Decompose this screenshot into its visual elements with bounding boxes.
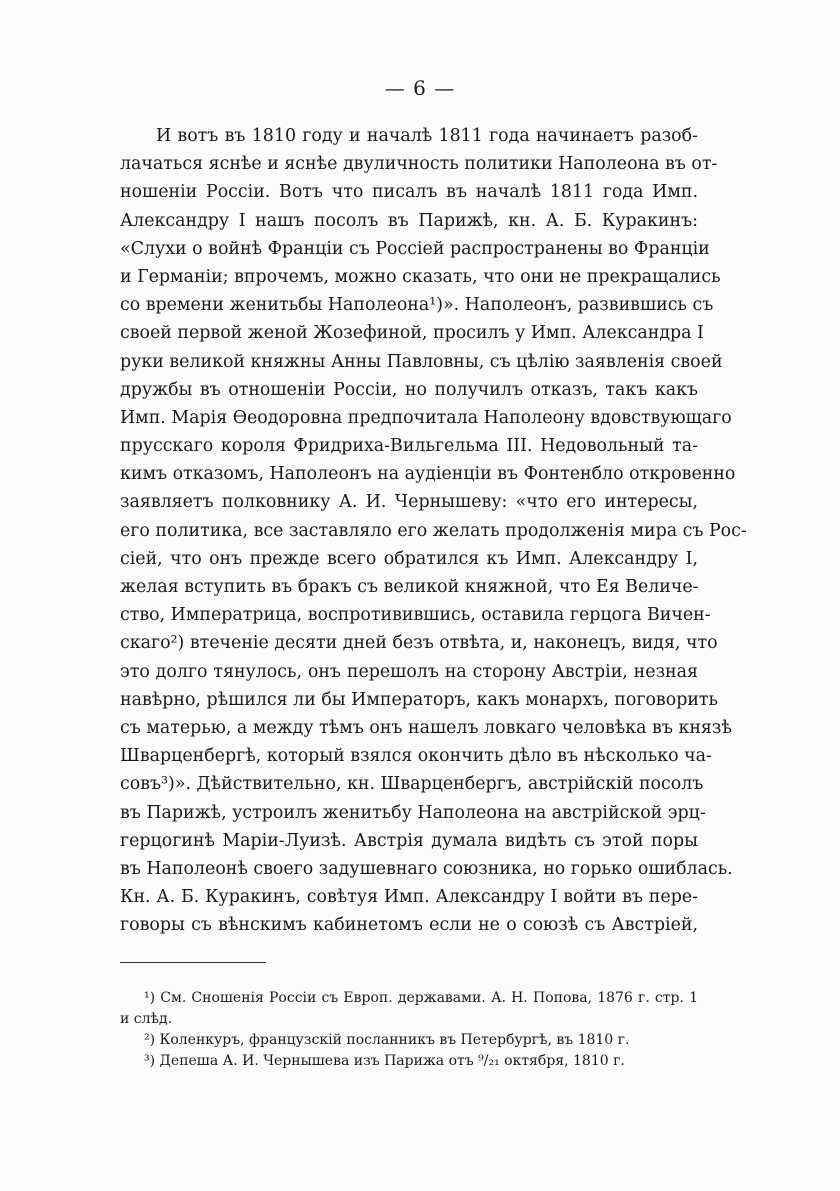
footnote-line: и слѣд.	[120, 1011, 173, 1027]
footnote-line: ¹) См. Сношенія Россіи съ Европ. державами. А. Н. Попова, 1876 г. стр. 1	[144, 990, 698, 1006]
body-text	[120, 122, 747, 939]
text-line: лачаться яснѣе и яснѣе двуличность политики Наполеона въ от-	[120, 154, 718, 175]
text-line: Александру I нашъ посолъ въ Парижѣ, кн. А. Б. Куракинъ:	[120, 210, 698, 231]
footnote-rule	[120, 962, 266, 963]
text-line: совъ³)». Дѣйствительно, кн. Шварценбергъ, австрійскій посолъ	[120, 774, 704, 795]
text-line: И вотъ въ 1810 году и началѣ 1811 года начинаетъ разоб-	[156, 126, 698, 146]
text-line: съ матерью, а между тѣмъ онъ нашелъ ловкаго человѣка въ князѣ	[120, 717, 732, 738]
text-line: Кн. А. Б. Куракинъ, совѣтуя Имп. Александру I войти въ пере-	[120, 887, 698, 908]
text-line: сіей, что онъ прежде всего обратился къ Имп. Александру I,	[120, 548, 698, 569]
text-line: дружбы въ отношеніи Россіи, но получилъ отказъ, такъ какъ	[120, 379, 698, 400]
text-line: Имп. Марія Ѳеодоровна предпочитала Наполеону вдовствующаго	[120, 407, 732, 428]
text-line: своей первой женой Жозефиной, просилъ у Имп. Александра I	[120, 323, 704, 344]
text-line: руки великой княжны Анны Павловны, съ цѣлію заявленія своей	[120, 351, 723, 372]
text-line: прусскаго короля Фридриха-Вильгельма III. Недовольный та-	[120, 436, 698, 457]
text-line: со времени женитьбы Наполеона¹)». Наполеонъ, развившись съ	[120, 295, 714, 316]
text-line: Шварценбергѣ, который взялся окончить дѣло въ нѣсколько ча-	[120, 746, 712, 767]
text-line: и Германіи; впрочемъ, можно сказать, что они не прекращались	[120, 266, 721, 287]
footnotes	[120, 988, 698, 1072]
text-line: скаго²) втеченіе десяти дней безъ отвѣта, и, наконецъ, видя, что	[120, 633, 718, 654]
text-line: желая вступить въ бракъ съ великой княжной, что Ея Величе-	[120, 577, 699, 597]
footnote-line: ³) Депеша А. И. Чернышева изъ Парижа отъ ⁹/₂₁ октября, 1810 г.	[144, 1053, 625, 1069]
text-line: въ Парижѣ, устроилъ женитьбу Наполеона на австрійской эрц-	[120, 802, 706, 823]
text-line: герцогинѣ Маріи-Луизѣ. Австрія думала видѣть съ этой поры	[120, 830, 698, 851]
text-line: «Слухи о войнѣ Франціи съ Россіей распространены во Франціи	[120, 238, 710, 259]
page-number: — 6 —	[384, 76, 456, 100]
footnote-line: ²) Коленкуръ, французскій посланникъ въ Петербургѣ, въ 1810 г.	[144, 1032, 630, 1048]
text-line: навѣрно, рѣшился ли бы Императоръ, какъ монархъ, поговорить	[120, 689, 719, 710]
text-line: говоры съ вѣнскимъ кабинетомъ если не о союзѣ съ Австріей,	[120, 915, 698, 936]
text-line: это долго тянулось, онъ перешолъ на сторону Австріи, незная	[120, 661, 698, 682]
text-line: заявляетъ полковнику А. И. Чернышеву: «что его интересы,	[120, 492, 698, 513]
text-line: въ Наполеонѣ своего задушевнаго союзника, но горько ошиблась.	[120, 858, 733, 879]
text-line: ношеніи Россіи. Вотъ что писалъ въ началѣ 1811 года Имп.	[120, 182, 698, 203]
text-line: ство, Императрица, воспротивившись, оставила герцога Вичен-	[120, 605, 711, 626]
text-line: кимъ отказомъ, Наполеонъ на аудіенціи въ Фонтенбло откровенно	[120, 464, 736, 485]
text-line: его политика, все заставляло его желать продолженія мира съ Рос-	[120, 520, 747, 541]
